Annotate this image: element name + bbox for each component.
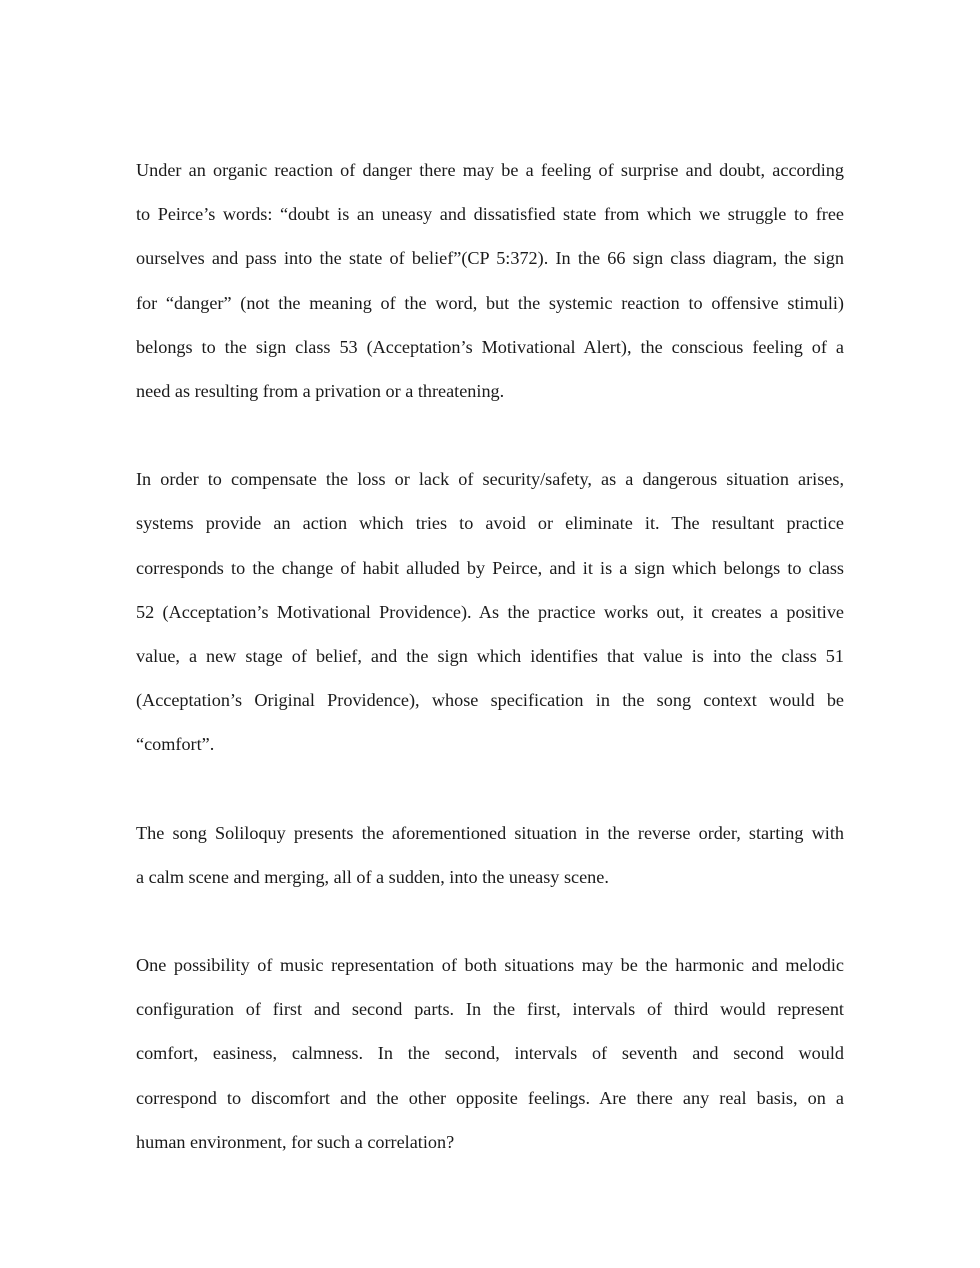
- text-line: ourselves and pass into the state of belief”(CP 5:372). In the 66 sign class diagram, the sign: [136, 248, 844, 269]
- text-line: a calm scene and merging, all of a sudden, into the uneasy scene.: [136, 866, 609, 887]
- paragraph-danger-doubt: [136, 148, 844, 413]
- paragraph-soliloquy: [136, 811, 844, 899]
- text-line: corresponds to the change of habit alluded by Peirce, and it is a sign which belongs to class: [136, 557, 844, 578]
- paragraph-music-representation: [136, 943, 844, 1164]
- text-line: Under an organic reaction of danger there may be a feeling of surprise and doubt, according: [136, 160, 844, 180]
- text-line: The song Soliloquy presents the aforementioned situation in the reverse order, starting with: [136, 822, 844, 843]
- text-line: belongs to the sign class 53 (Acceptation’s Motivational Alert), the conscious feeling of a: [136, 336, 844, 357]
- text-line: to Peirce’s words: “doubt is an uneasy and dissatisfied state from which we struggle to free: [136, 204, 844, 225]
- text-line: configuration of first and second parts. In the first, intervals of third would represent: [136, 999, 844, 1020]
- body-text: [136, 148, 844, 1164]
- text-line: correspond to discomfort and the other opposite feelings. Are there any real basis, on a: [136, 1087, 844, 1108]
- text-line: In order to compensate the loss or lack of security/safety, as a dangerous situation arises,: [136, 469, 844, 490]
- text-line: comfort, easiness, calmness. In the second, intervals of seventh and second would: [136, 1043, 844, 1064]
- text-line: “comfort”.: [136, 734, 215, 755]
- text-line: 52 (Acceptation’s Motivational Providence). As the practice works out, it creates a positive: [136, 601, 844, 622]
- text-line: (Acceptation’s Original Providence), whose specification in the song context would be: [136, 690, 844, 711]
- text-line: for “danger” (not the meaning of the word, but the systemic reaction to offensive stimuli): [136, 292, 844, 313]
- paragraph-compensation: [136, 457, 844, 766]
- text-line: One possibility of music representation of both situations may be the harmonic and melodic: [136, 955, 844, 976]
- text-line: value, a new stage of belief, and the sign which identifies that value is into the class 51: [136, 646, 844, 667]
- text-line: human environment, for such a correlation?: [136, 1131, 455, 1152]
- text-line: systems provide an action which tries to avoid or eliminate it. The resultant practice: [136, 513, 844, 534]
- text-line: need as resulting from a privation or a threatening.: [136, 381, 505, 402]
